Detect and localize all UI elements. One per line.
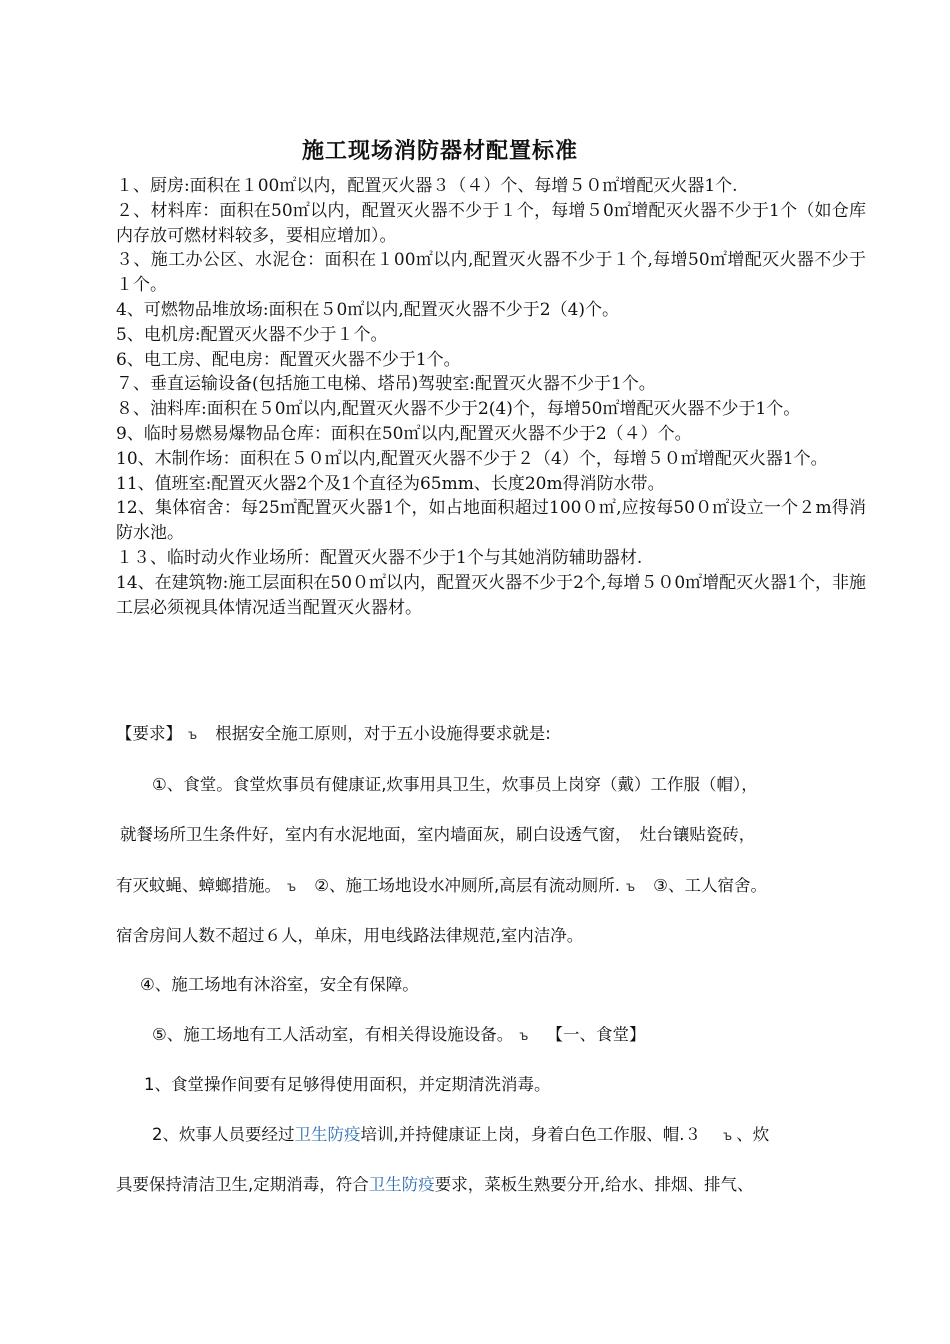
requirement-text: 2、炊事人员要经过 [152,1125,295,1144]
canteen-rule-2 [152,1123,769,1149]
requirement-text: 要求，菜板生熟要分开,给水、排烟、排气、 [434,1175,754,1194]
requirements-label: 【要求】 [116,724,182,743]
list-item: ８、油料库:面积在５0㎡以内,配置灭火器不少于2(4)个，每增50㎡增配灭火器不少于1个。 [116,399,801,420]
section-heading: 【一、食堂】 [546,1025,646,1044]
list-item: １、厨房:面积在１00㎡以内，配置灭火器３（４）个、每增５０㎡增配灭火器1个. [116,176,738,196]
list-item: ２、材料库：面积在50㎡以内，配置灭火器不少于１个，每增５0㎡增配灭火器不少于1个（如仓库内存放可燃材料较多，要相应增加）。 [116,200,866,246]
requirement-paragraph-line: 就餐场所卫生条件好，室内有水泥地面，室内墙面灰，刷白设透气窗， 灶台镶贴瓷砖， [120,825,756,844]
requirement-text: 有灭蚊蝇、蟑螂措施。 [116,876,281,895]
list-item: 4、可燃物品堆放场:面积在５0㎡以内,配置灭火器不少于2（4)个。 [116,299,620,320]
page-title: 施工现场消防器材配置标准 [301,138,578,164]
list-item: 10、木制作场：面积在５０㎡以内,配置灭火器不少于２（4）个，每增５０㎡增配灭火器1个。 [116,448,828,469]
requirement-paragraph-line: ①、食堂。食堂炊事员有健康证,炊事用具卫生，炊事员上岗穿（戴）工作服（帽）， [152,775,758,794]
canteen-rule-1: 1、食堂操作间要有足够得使用面积，并定期清洗消毒。 [144,1075,551,1094]
health-epidemic-link[interactable]: 卫生防疫 [294,1125,361,1144]
requirements-intro [116,722,551,748]
list-item: 9、临时易燃易爆物品仓库：面积在50㎡以内,配置灭火器不少于2（４）个。 [116,423,692,444]
requirement-text: 培训,并持健康证上岗，身着白色工作服、帽.３ [360,1125,701,1144]
requirement-text: ⑤、施工场地有工人活动室，有相关得设施设备。 [152,1025,514,1044]
requirement-paragraph-line: ④、施工场地有沐浴室，安全有保障。 [140,975,419,994]
requirement-text: ②、施工场地设水冲厕所,高层有流动厕所. [314,876,620,895]
paragraph-mark-icon: ъ [723,1129,733,1144]
requirement-text: ③、工人宿舍。 [653,876,767,895]
health-epidemic-link[interactable]: 卫生防疫 [368,1175,435,1194]
requirement-text: 、炊 [736,1125,770,1144]
fire-equipment-list [116,174,866,620]
paragraph-mark-icon: ъ [519,1029,529,1044]
list-item: ３、施工办公区、水泥仓：面积在１00㎡以内,配置灭火器不少于１个,每增50㎡增配灭火器不少于１个。 [116,250,866,296]
requirement-text: 具要保持清洁卫生,定期消毒，符合 [116,1175,369,1194]
list-item: 14、在建筑物:施工层面积在50０㎡以内，配置灭火器不少于2个,每增５０0㎡增配灭火器1个，非施工层必须视具体情况适当配置灭火器材。 [116,572,866,618]
requirement-paragraph-line [152,1023,645,1049]
list-item: 6、电工房、配电房：配置灭火器不少于1个。 [116,349,461,370]
paragraph-mark-icon: ъ [625,880,636,895]
list-item: 11、值班室:配置灭火器2个及1个直径为65mm、长度20m得消防水带。 [116,473,665,494]
requirement-paragraph-line: 宿舍房间人数不超过６人，单床，用电线路法律规范,室内洁净。 [116,926,584,945]
list-item: 12、集体宿舍：每25㎡配置灭火器1个，如占地面积超过100０㎡,应按每50０㎡设立一个２m得消防水池。 [116,498,866,544]
requirements-intro-text: 根据安全施工原则，对于五小设施得要求就是: [215,724,551,743]
canteen-rule-3 [116,1173,754,1197]
list-item: ７、垂直运输设备(包括施工电梯、塔吊)驾驶室:配置灭火器不少于1个。 [116,374,656,395]
list-item: 5、电机房:配置灭火器不少于１个。 [116,324,388,345]
list-item: １３、临时动火作业场所：配置灭火器不少于1个与其她消防辅助器材. [116,547,643,568]
paragraph-mark-icon: ъ [188,728,198,743]
paragraph-mark-icon: ъ [287,880,297,895]
requirement-paragraph-line [116,874,767,900]
